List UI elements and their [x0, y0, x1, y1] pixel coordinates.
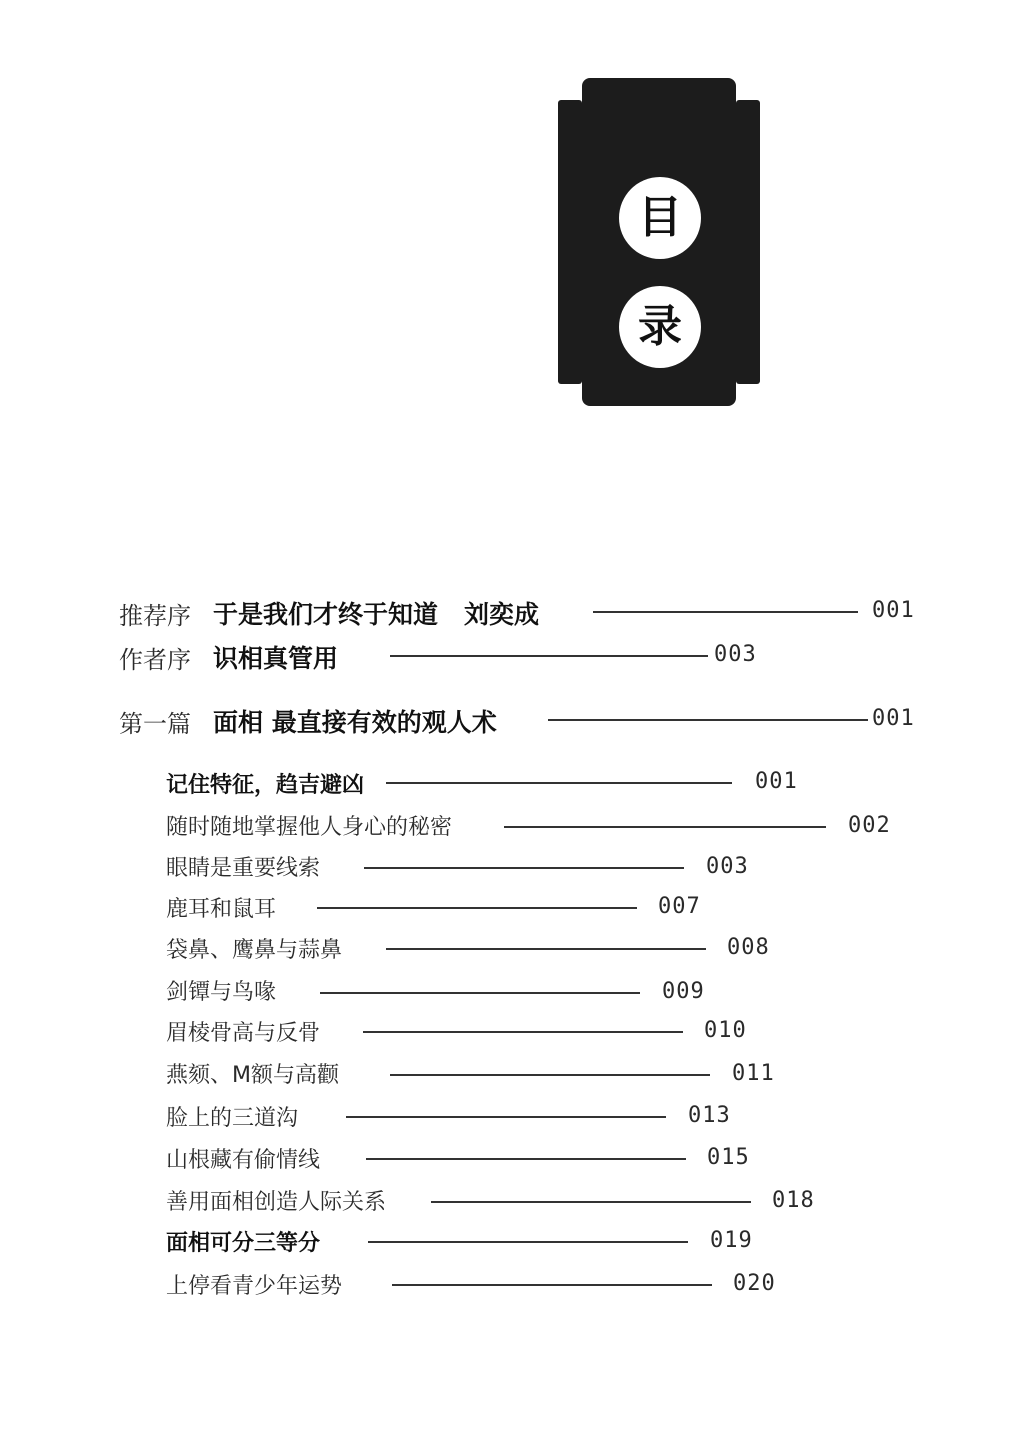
page-number: 001 — [872, 706, 915, 731]
page-number: 013 — [688, 1103, 731, 1128]
dot-leader — [346, 1116, 666, 1118]
toc-section[interactable] — [166, 1267, 342, 1301]
title-char-lu: 录 — [619, 286, 701, 368]
page-number: 011 — [732, 1061, 775, 1086]
section-title: 随时随地掌握他人身心的秘密 — [166, 814, 453, 840]
toc-section[interactable] — [166, 1014, 320, 1048]
page-number: 009 — [662, 979, 705, 1004]
page-number: 020 — [733, 1271, 776, 1296]
section-title: 剑镡与鸟喙 — [166, 979, 277, 1005]
dot-leader — [317, 907, 637, 909]
dot-leader — [386, 782, 732, 784]
plaque-left-wing — [558, 100, 582, 384]
dot-leader — [392, 1284, 712, 1286]
toc-section[interactable] — [166, 1099, 298, 1133]
section-title: 燕颏、M额与高颧 — [166, 1062, 339, 1088]
dot-leader — [548, 719, 868, 721]
page-number: 008 — [727, 935, 770, 960]
toc-section[interactable] — [166, 973, 276, 1007]
entry-title: 识相真管用 — [213, 644, 339, 673]
page-number: 019 — [710, 1228, 753, 1253]
section-title: 面相可分三等分 — [166, 1230, 321, 1256]
toc-title-plaque — [558, 78, 760, 406]
section-title: 眉棱骨高与反骨 — [166, 1020, 321, 1046]
toc-entry-chapter-1[interactable] — [119, 704, 497, 738]
dot-leader — [368, 1241, 688, 1243]
dot-leader — [504, 826, 826, 828]
page-number: 003 — [714, 642, 757, 667]
entry-label: 推荐序 — [119, 601, 191, 630]
toc-section[interactable] — [166, 1141, 320, 1175]
plaque-right-wing — [736, 100, 760, 384]
section-title: 上停看青少年运势 — [166, 1273, 343, 1299]
toc-entry-author-preface[interactable] — [119, 640, 338, 674]
toc-section[interactable] — [166, 890, 276, 924]
chapter-title: 面相 最直接有效的观人术 — [213, 708, 497, 737]
entry-title: 于是我们才终于知道 — [213, 600, 439, 629]
dot-leader — [364, 867, 684, 869]
dot-leader — [390, 1074, 710, 1076]
page-number: 007 — [658, 894, 701, 919]
page-number: 001 — [755, 769, 798, 794]
toc-section[interactable] — [166, 1056, 339, 1090]
toc-section[interactable] — [166, 766, 364, 800]
page-number: 015 — [707, 1145, 750, 1170]
section-title: 脸上的三道沟 — [166, 1105, 299, 1131]
dot-leader — [366, 1158, 686, 1160]
toc-section[interactable] — [166, 1183, 386, 1217]
chapter-label: 第一篇 — [119, 709, 191, 738]
entry-label: 作者序 — [119, 645, 191, 674]
section-title: 眼睛是重要线索 — [166, 855, 321, 881]
dot-leader — [390, 655, 708, 657]
section-title: 记住特征，趋吉避凶 — [166, 772, 365, 798]
dot-leader — [363, 1031, 683, 1033]
page-number: 018 — [772, 1188, 815, 1213]
toc-section[interactable] — [166, 849, 320, 883]
title-char-mu: 目 — [619, 177, 701, 259]
section-title: 袋鼻、鹰鼻与蒜鼻 — [166, 937, 343, 963]
entry-author: 刘奕成 — [464, 600, 540, 629]
dot-leader — [593, 611, 858, 613]
section-title: 善用面相创造人际关系 — [166, 1189, 387, 1215]
dot-leader — [386, 948, 706, 950]
section-title: 鹿耳和鼠耳 — [166, 896, 277, 922]
dot-leader — [320, 992, 640, 994]
toc-section[interactable] — [166, 1224, 320, 1258]
toc-entry-recommend-preface[interactable] — [119, 596, 539, 630]
section-title: 山根藏有偷情线 — [166, 1147, 321, 1173]
page-number: 010 — [704, 1018, 747, 1043]
page-number: 002 — [848, 813, 891, 838]
page-number: 001 — [872, 598, 915, 623]
page-number: 003 — [706, 854, 749, 879]
dot-leader — [431, 1201, 751, 1203]
toc-section[interactable] — [166, 808, 452, 842]
toc-section[interactable] — [166, 931, 342, 965]
